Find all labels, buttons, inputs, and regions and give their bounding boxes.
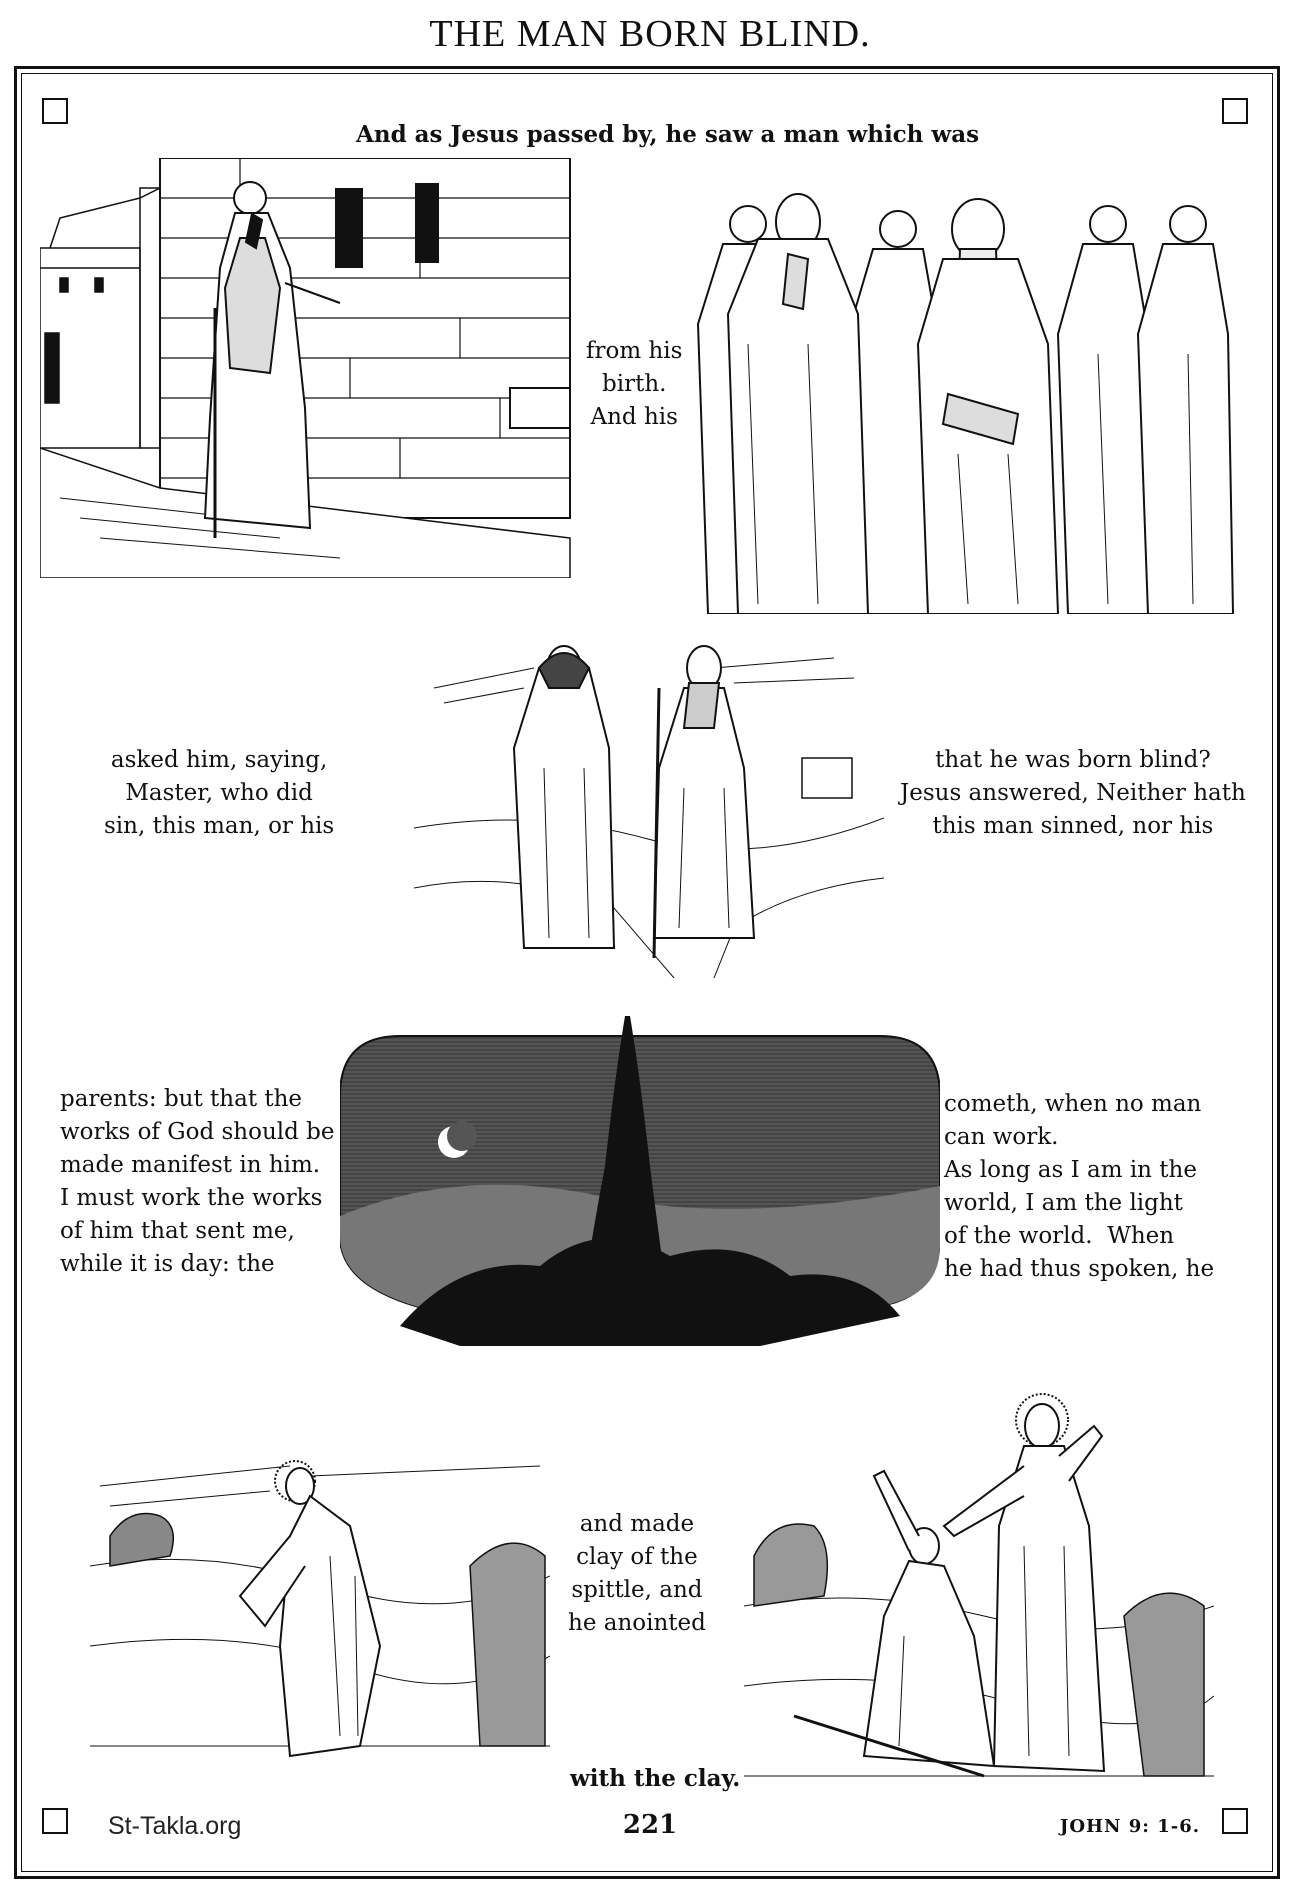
page-number: 221 bbox=[622, 1810, 678, 1840]
page-title: THE MAN BORN BLIND. bbox=[429, 13, 871, 55]
verse-line-top: And as Jesus passed by, he saw a man which was bbox=[356, 121, 980, 148]
parents-illustration bbox=[414, 628, 884, 978]
night-landscape-illustration bbox=[340, 1016, 940, 1348]
verse-from-birth: from his birth. And his bbox=[586, 338, 683, 430]
verse-parents: parents: but that the works of God should be made manifest in him. I must work the works of him that sent me, while it is day: the bbox=[60, 1086, 335, 1277]
jesus-healing-illustration bbox=[744, 1386, 1214, 1796]
blind-man-by-wall-illustration bbox=[40, 158, 580, 578]
verse-asked-him: asked him, saying, Master, who did sin, this man, or his bbox=[104, 747, 335, 839]
jesus-making-clay-illustration bbox=[90, 1446, 550, 1776]
verse-cometh: cometh, when no man can work. As long as I am in the world, I am the light of the world. When he had thus spoken, he bbox=[944, 1091, 1215, 1282]
scripture-reference: JOHN 9: 1-6. bbox=[1059, 1816, 1200, 1837]
verse-with-clay: with the clay. bbox=[570, 1765, 741, 1792]
corner-ornament-top-right bbox=[1222, 98, 1248, 124]
watermark: St-Takla.org bbox=[108, 1812, 242, 1840]
verse-born-blind: that he was born blind? Jesus answered, Neither hath this man sinned, nor his bbox=[900, 747, 1246, 839]
corner-ornament-top-left bbox=[42, 98, 68, 124]
verse-clay: and made clay of the spittle, and he anointed bbox=[568, 1511, 706, 1636]
disciples-group-illustration bbox=[688, 184, 1248, 614]
